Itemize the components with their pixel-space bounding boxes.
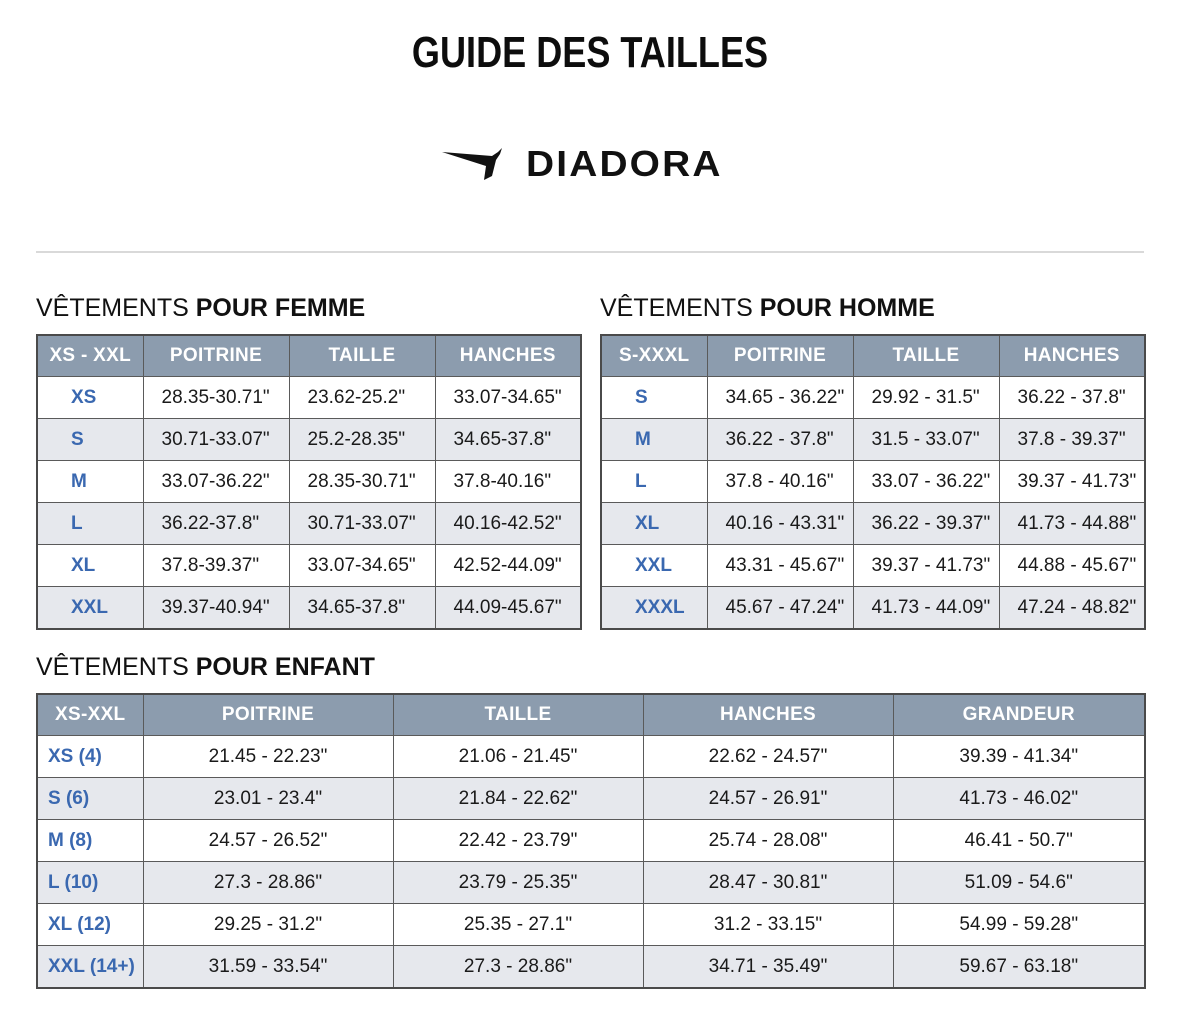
size-label-cell: XXXL xyxy=(601,587,707,630)
column-header: HANCHES xyxy=(435,335,581,377)
measurement-cell: 34.65 - 36.22" xyxy=(707,377,853,419)
column-header: TAILLE xyxy=(853,335,999,377)
measurement-cell: 30.71-33.07" xyxy=(143,419,289,461)
size-label-cell: XL (12) xyxy=(37,904,143,946)
section-title-prefix: VÊTEMENTS xyxy=(36,653,189,681)
size-label-cell: XL xyxy=(601,503,707,545)
table-row xyxy=(37,545,581,587)
table-header-row xyxy=(601,335,1145,377)
size-table-enfant xyxy=(36,693,1146,989)
measurement-cell: 37.8 - 40.16" xyxy=(707,461,853,503)
table-row xyxy=(601,461,1145,503)
measurement-cell: 41.73 - 44.88" xyxy=(999,503,1145,545)
measurement-cell: 25.35 - 27.1" xyxy=(393,904,643,946)
measurement-cell: 44.88 - 45.67" xyxy=(999,545,1145,587)
table-row xyxy=(601,503,1145,545)
measurement-cell: 22.62 - 24.57" xyxy=(643,736,893,778)
measurement-cell: 39.37 - 41.73" xyxy=(999,461,1145,503)
table-row xyxy=(37,904,1145,946)
measurement-cell: 22.42 - 23.79" xyxy=(393,820,643,862)
brand-wordmark: DIADORA xyxy=(526,143,723,184)
measurement-cell: 42.52-44.09" xyxy=(435,545,581,587)
size-label-cell: S (6) xyxy=(37,778,143,820)
table-row xyxy=(37,377,581,419)
table-row xyxy=(37,461,581,503)
diadora-arrow-logo-icon xyxy=(442,148,502,180)
measurement-cell: 27.3 - 28.86" xyxy=(393,946,643,989)
measurement-cell: 34.71 - 35.49" xyxy=(643,946,893,989)
measurement-cell: 33.07 - 36.22" xyxy=(853,461,999,503)
column-header: XS - XXL xyxy=(37,335,143,377)
measurement-cell: 47.24 - 48.82" xyxy=(999,587,1145,630)
measurement-cell: 29.25 - 31.2" xyxy=(143,904,393,946)
size-label-cell: XXL (14+) xyxy=(37,946,143,989)
measurement-cell: 34.65-37.8" xyxy=(289,587,435,630)
measurement-cell: 25.74 - 28.08" xyxy=(643,820,893,862)
measurement-cell: 29.92 - 31.5" xyxy=(853,377,999,419)
size-label-cell: XS (4) xyxy=(37,736,143,778)
table-row xyxy=(601,587,1145,630)
measurement-cell: 25.2-28.35" xyxy=(289,419,435,461)
measurement-cell: 37.8 - 39.37" xyxy=(999,419,1145,461)
measurement-cell: 30.71-33.07" xyxy=(289,503,435,545)
section-title-bold: POUR HOMME xyxy=(759,294,935,322)
size-label-cell: XL xyxy=(37,545,143,587)
measurement-cell: 40.16 - 43.31" xyxy=(707,503,853,545)
measurement-cell: 24.57 - 26.91" xyxy=(643,778,893,820)
table-header-row xyxy=(37,694,1145,736)
measurement-cell: 46.41 - 50.7" xyxy=(893,820,1145,862)
measurement-cell: 37.8-40.16" xyxy=(435,461,581,503)
section-title-femme xyxy=(36,293,365,323)
section-title-bold: POUR ENFANT xyxy=(195,653,375,681)
measurement-cell: 44.09-45.67" xyxy=(435,587,581,630)
table-row xyxy=(37,587,581,630)
measurement-cell: 36.22 - 37.8" xyxy=(999,377,1145,419)
column-header: POITRINE xyxy=(707,335,853,377)
page-title: GUIDE DES TAILLES xyxy=(411,28,769,77)
measurement-cell: 28.35-30.71" xyxy=(143,377,289,419)
table-row xyxy=(37,946,1145,989)
measurement-cell: 21.45 - 22.23" xyxy=(143,736,393,778)
column-header: TAILLE xyxy=(289,335,435,377)
table-row xyxy=(37,503,581,545)
column-header: POITRINE xyxy=(143,335,289,377)
measurement-cell: 21.06 - 21.45" xyxy=(393,736,643,778)
measurement-cell: 33.07-34.65" xyxy=(435,377,581,419)
measurement-cell: 41.73 - 44.09" xyxy=(853,587,999,630)
measurement-cell: 39.39 - 41.34" xyxy=(893,736,1145,778)
table-header-row xyxy=(37,335,581,377)
size-label-cell: S xyxy=(37,419,143,461)
measurement-cell: 36.22 - 37.8" xyxy=(707,419,853,461)
measurement-cell: 24.57 - 26.52" xyxy=(143,820,393,862)
measurement-cell: 37.8-39.37" xyxy=(143,545,289,587)
measurement-cell: 23.01 - 23.4" xyxy=(143,778,393,820)
size-table-femme xyxy=(36,334,582,630)
table-row xyxy=(37,419,581,461)
table-row xyxy=(601,419,1145,461)
measurement-cell: 31.2 - 33.15" xyxy=(643,904,893,946)
measurement-cell: 33.07-36.22" xyxy=(143,461,289,503)
measurement-cell: 36.22-37.8" xyxy=(143,503,289,545)
size-label-cell: M xyxy=(601,419,707,461)
measurement-cell: 51.09 - 54.6" xyxy=(893,862,1145,904)
divider xyxy=(36,251,1144,253)
section-title-prefix: VÊTEMENTS xyxy=(600,294,753,322)
size-label-cell: L (10) xyxy=(37,862,143,904)
size-table-homme xyxy=(600,334,1146,630)
table-row xyxy=(601,545,1145,587)
measurement-cell: 31.5 - 33.07" xyxy=(853,419,999,461)
measurement-cell: 23.62-25.2" xyxy=(289,377,435,419)
table-row xyxy=(37,736,1145,778)
measurement-cell: 59.67 - 63.18" xyxy=(893,946,1145,989)
measurement-cell: 33.07-34.65" xyxy=(289,545,435,587)
measurement-cell: 31.59 - 33.54" xyxy=(143,946,393,989)
measurement-cell: 21.84 - 22.62" xyxy=(393,778,643,820)
measurement-cell: 45.67 - 47.24" xyxy=(707,587,853,630)
measurement-cell: 36.22 - 39.37" xyxy=(853,503,999,545)
measurement-cell: 43.31 - 45.67" xyxy=(707,545,853,587)
section-title-enfant xyxy=(36,652,375,682)
size-label-cell: XXL xyxy=(37,587,143,630)
size-label-cell: L xyxy=(601,461,707,503)
table-row xyxy=(601,377,1145,419)
column-header: GRANDEUR xyxy=(893,694,1145,736)
table-row xyxy=(37,820,1145,862)
measurement-cell: 40.16-42.52" xyxy=(435,503,581,545)
size-label-cell: M xyxy=(37,461,143,503)
size-label-cell: M (8) xyxy=(37,820,143,862)
measurement-cell: 41.73 - 46.02" xyxy=(893,778,1145,820)
table-row xyxy=(37,862,1145,904)
column-header: TAILLE xyxy=(393,694,643,736)
section-title-homme xyxy=(600,293,935,323)
measurement-cell: 39.37 - 41.73" xyxy=(853,545,999,587)
measurement-cell: 34.65-37.8" xyxy=(435,419,581,461)
size-label-cell: XXL xyxy=(601,545,707,587)
measurement-cell: 28.35-30.71" xyxy=(289,461,435,503)
brand-logo xyxy=(442,144,742,184)
column-header: POITRINE xyxy=(143,694,393,736)
column-header: HANCHES xyxy=(999,335,1145,377)
section-title-prefix: VÊTEMENTS xyxy=(36,294,189,322)
measurement-cell: 54.99 - 59.28" xyxy=(893,904,1145,946)
section-title-bold: POUR FEMME xyxy=(195,294,366,322)
column-header: HANCHES xyxy=(643,694,893,736)
table-row xyxy=(37,778,1145,820)
measurement-cell: 27.3 - 28.86" xyxy=(143,862,393,904)
column-header: S-XXXL xyxy=(601,335,707,377)
measurement-cell: 39.37-40.94" xyxy=(143,587,289,630)
column-header: XS-XXL xyxy=(37,694,143,736)
size-label-cell: XS xyxy=(37,377,143,419)
measurement-cell: 28.47 - 30.81" xyxy=(643,862,893,904)
size-label-cell: S xyxy=(601,377,707,419)
size-label-cell: L xyxy=(37,503,143,545)
measurement-cell: 23.79 - 25.35" xyxy=(393,862,643,904)
